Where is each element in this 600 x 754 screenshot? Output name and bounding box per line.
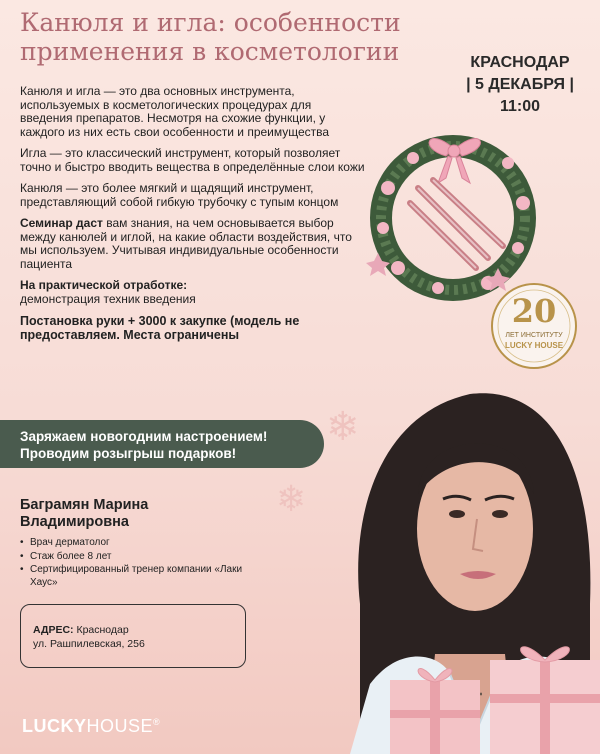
practice-paragraph (20, 279, 365, 306)
event-time: 11:00 (499, 98, 541, 115)
logo-part-2: HOUSE (86, 716, 154, 736)
seminar-bold: Семинар даст (20, 216, 103, 230)
credential-item: • Стаж более 8 лет (20, 551, 250, 564)
practice-text: демонстрация техник введения (20, 291, 196, 306)
lucky-house-logo (22, 716, 160, 737)
event-info (440, 52, 600, 118)
needle-paragraph: Игла — это классический инструмент, который позволяет точно и быстро вводить вещества в определённые слои кожи (20, 146, 365, 174)
speaker-credentials (20, 537, 250, 590)
address-line-1 (33, 623, 245, 637)
seminar-text: вам знания, на чем основывается выбор между канюлей и иглой, на какие области воздействия, что мы используем. Учитывая индивидуальные особенности пациента (20, 216, 352, 271)
intro-paragraph: Канюля и игла — это два основных инструмента, используемых в косметологических процедурах для введения препаратов. Несмотря на схожие функции, у каждого из них есть свои особенности и преимущества (20, 84, 330, 139)
address-street: ул. Рашпилевская, 256 (33, 638, 145, 650)
page-title: Канюля и игла: особенности применения в косметологии (20, 8, 401, 66)
practice-bold: На практической отработке: (20, 278, 188, 292)
logo-part-1: LUCKY (22, 716, 87, 736)
logo-registered-mark: ® (153, 717, 161, 727)
anniversary-line2: LUCKY HOUSE (504, 341, 564, 350)
seminar-description (20, 85, 365, 350)
credential-item: • Сертифицированный тренер компании «Лаки Хаус» (20, 564, 250, 589)
event-date: | 5 ДЕКАБРЯ | (466, 76, 574, 93)
event-city: КРАСНОДАР (470, 54, 570, 71)
snowflake-icon: ❄ (326, 405, 360, 449)
anniversary-number: 20 (511, 292, 557, 330)
setup-paragraph: Постановка руки + 3000 к закупке (модель не предоставляем. Места ограничены (20, 314, 300, 342)
address-city: Краснодар (73, 624, 129, 636)
cannula-paragraph: Канюля — это более мягкий и щадящий инструмент, представляющий собой гибкую трубочку с тупым концом (20, 181, 339, 209)
address-box (20, 604, 246, 668)
promo-line-2: Проводим розыгрыш подарков! (20, 446, 237, 461)
anniversary-line1: ЛЕТ ИНСТИТУТУ (505, 332, 563, 339)
credential-item: • Врач дерматолог (20, 537, 250, 550)
gift-boxes-image (390, 630, 600, 754)
promo-banner (0, 420, 324, 468)
speaker-name: Баграмян Марина Владимировна (20, 497, 149, 530)
address-label: АДРЕС: (33, 624, 74, 636)
snowflake-icon: ❄ (276, 478, 307, 519)
seminar-paragraph (20, 217, 365, 271)
promo-line-1: Заряжаем новогодним настроением! (20, 429, 268, 444)
